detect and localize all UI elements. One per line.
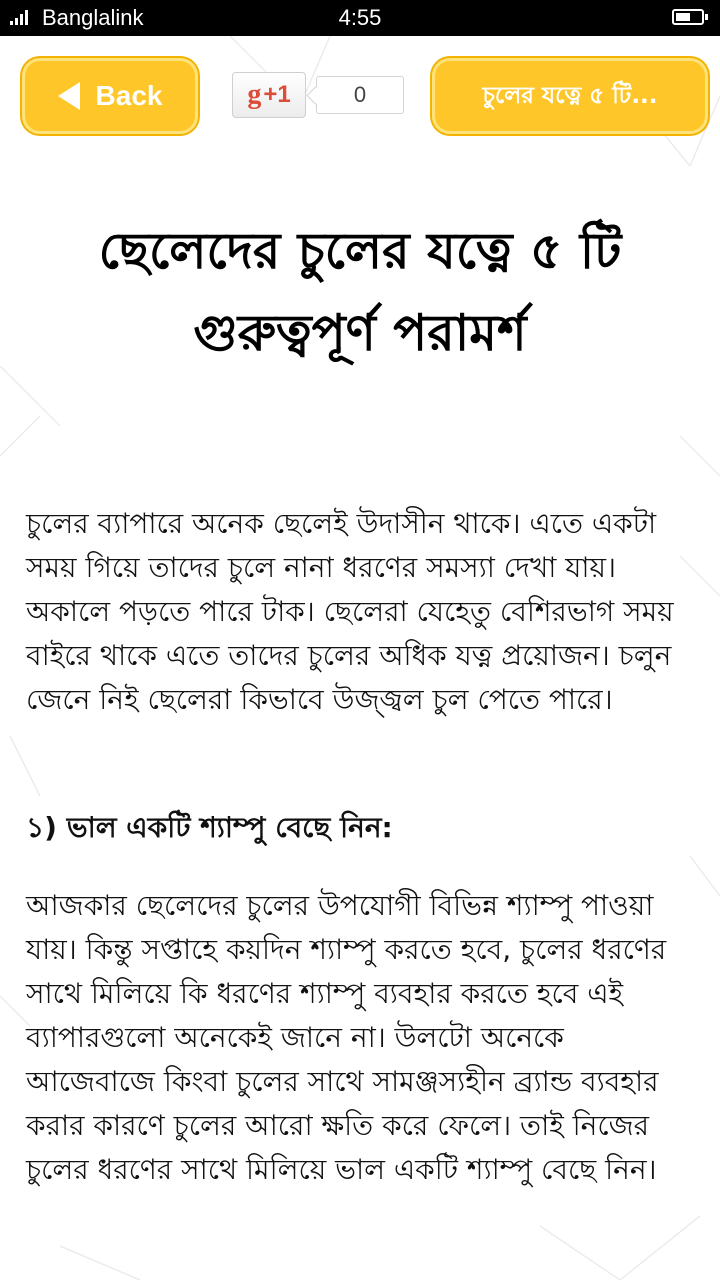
gplus-count-bubble: 0	[316, 76, 404, 114]
clock: 4:55	[338, 5, 382, 30]
article-intro-paragraph: চুলের ব্যাপারে অনেক ছেলেই উদাসীন থাকে। এতে একটা সময় গিয়ে তাদের চুলে নানা ধরণের সমস্যা দেখা যায়। অকালে পড়তে পারে টাক। ছেলেরা যেহেতু বেশিরভাগ সময় বাইরে থাকে এতে তাদের চুলের অধিক যত্ন প্রয়োজন। চলুন জেনে নিই ছেলেরা কিভাবে উজ্জ্বল চুল পেতে পারে।	[26, 507, 674, 716]
article-headline: ছেলেদের চুলের যত্নে ৫ টি গুরুত্বপূর্ণ পরামর্শ	[98, 222, 622, 362]
carrier-name: Banglalink	[42, 5, 144, 30]
article-header	[0, 210, 720, 374]
google-plus-icon: g	[247, 79, 262, 110]
status-bar	[0, 0, 720, 36]
section-1-paragraph: আজকার ছেলেদের চুলের উপযোগী বিভিন্ন শ্যাম্পু পাওয়া যায়। কিন্তু সপ্তাহে কয়দিন শ্যাম্পু করতে হবে, চুলের ধরণের সাথে মিলিয়ে কি ধরণের শ্যাম্পু ব্যবহার করতে হবে এই ব্যাপারগুলো অনেকেই জানে না। উলটো অনেকে আজেবাজে কিংবা চুলের সাথে সামঞ্জস্যহীন ব্র্যান্ড ব্যবহার করার কারণে চুলের আরো ক্ষতি করে ফেলে। তাই নিজের চুলের ধরণের সাথে মিলিয়ে ভাল একটি শ্যাম্পু বেছে নিন।	[26, 889, 667, 1186]
battery-icon	[672, 9, 704, 25]
top-toolbar	[0, 36, 720, 156]
google-plus-one-button[interactable]	[232, 72, 306, 118]
article-title-button[interactable]: চুলের যত্নে ৫ টি...	[432, 58, 708, 134]
section-1-heading: ১) ভাল একটি শ্যাম্পু বেছে নিন:	[26, 811, 393, 844]
back-button[interactable]	[22, 58, 198, 134]
back-arrow-icon	[58, 82, 80, 110]
back-button-label: Back	[95, 80, 163, 111]
gplus-label: +1	[263, 81, 291, 108]
